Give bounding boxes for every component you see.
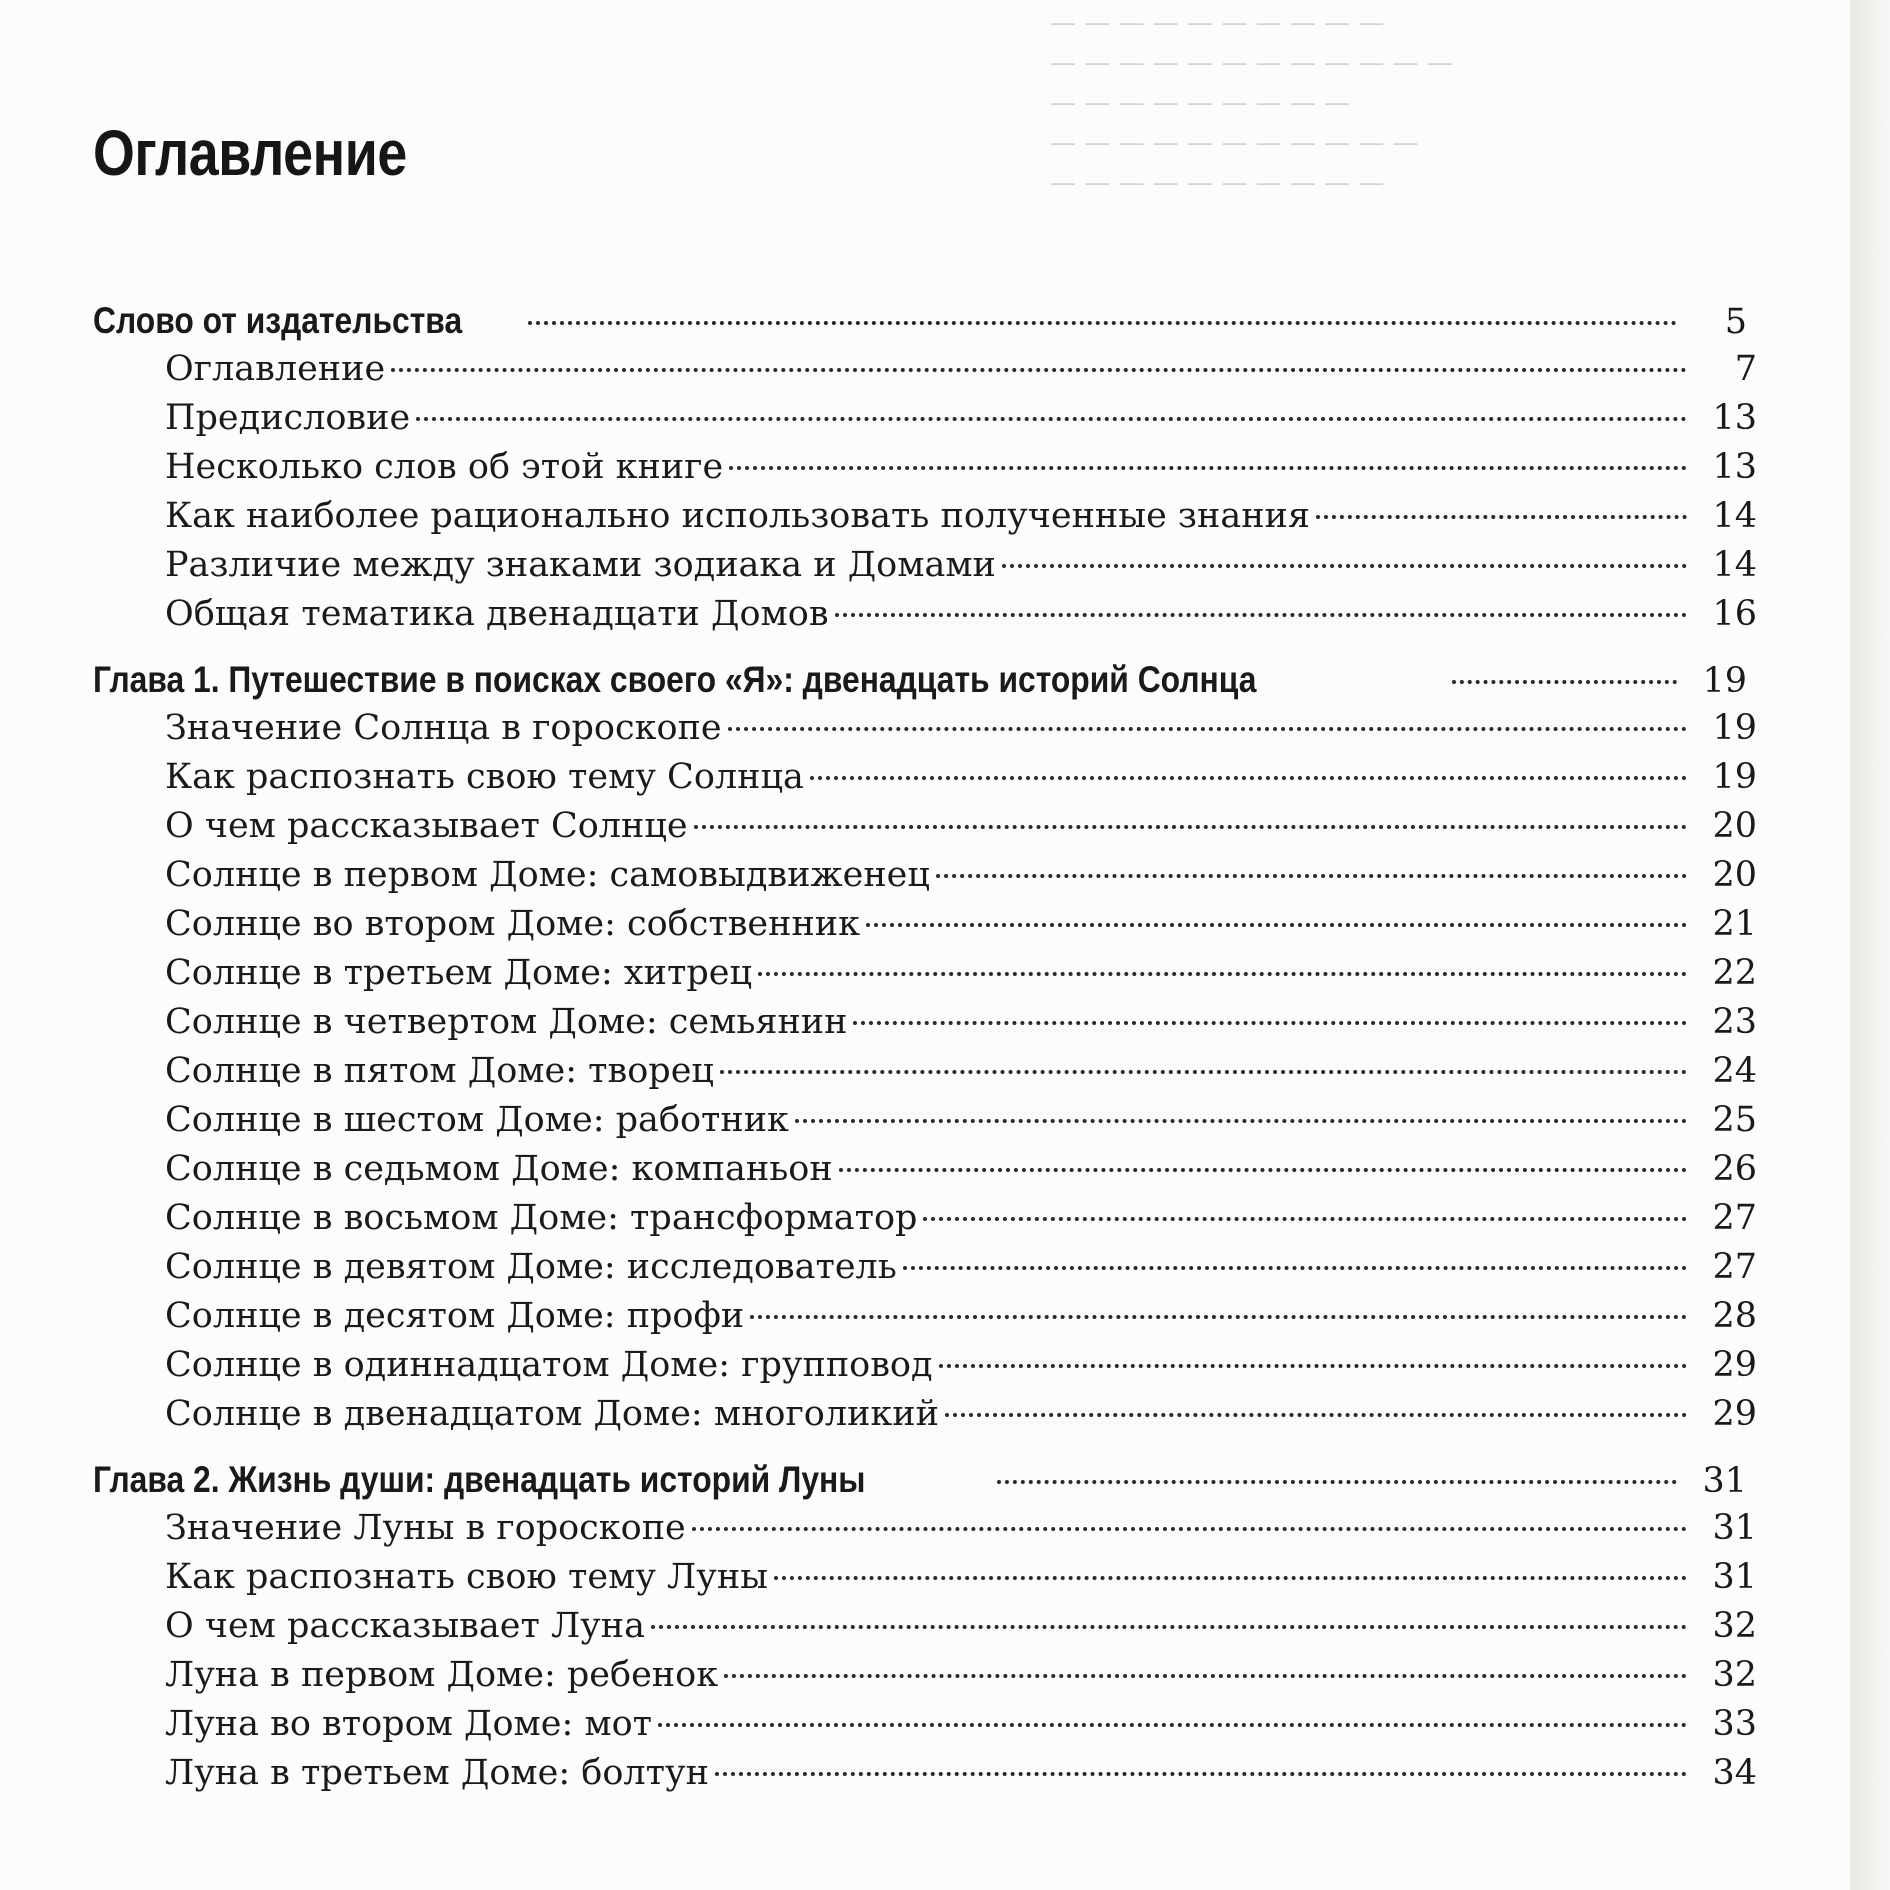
toc-page-number: 27: [1712, 1247, 1757, 1287]
toc-page-number: 29: [1712, 1345, 1757, 1385]
toc-page-number: 32: [1712, 1655, 1757, 1695]
toc-entry-title: Глава 1. Путешествие в поисках своего «Я»: двенадцать историй Солнца: [93, 659, 1257, 700]
dot-leader: [750, 1315, 1687, 1319]
toc-entry-row: [93, 496, 1773, 545]
toc-entry-title: Как распознать свою тему Солнца: [165, 757, 804, 797]
toc-entry-row: [93, 806, 1773, 855]
dot-leader: [416, 417, 1687, 421]
toc-entry-title: Солнце в девятом Доме: исследователь: [165, 1247, 897, 1287]
dot-leader: [658, 1723, 1687, 1727]
toc-entry-title: О чем рассказывает Луна: [165, 1606, 645, 1646]
toc-page-number: 24: [1712, 1051, 1757, 1091]
toc-page-number: 14: [1712, 496, 1757, 536]
toc-page-number: 16: [1712, 594, 1757, 634]
toc-page-number: 32: [1712, 1606, 1757, 1646]
toc-entry-row: [93, 1296, 1773, 1345]
toc-page-number: 13: [1712, 447, 1757, 487]
toc-entry-row: [93, 349, 1773, 398]
toc-page-number: 21: [1712, 904, 1757, 944]
show-through-text: — — — — — — — — — — —: [1050, 128, 1419, 158]
toc-entry-title: Луна в третьем Доме: болтун: [165, 1753, 709, 1793]
toc-page-number: 33: [1712, 1704, 1757, 1744]
show-through-text: — — — — — — — — — —: [1050, 8, 1385, 38]
toc-entry-title: Луна во втором Доме: мот: [165, 1704, 653, 1744]
toc-entry-title: Солнце в четвертом Доме: семьянин: [165, 1002, 848, 1042]
dot-leader: [810, 776, 1687, 780]
toc-entry-title: Как распознать свою тему Луны: [165, 1557, 769, 1597]
toc-entry-title: Общая тематика двенадцати Домов: [165, 594, 829, 634]
dot-leader: [528, 321, 1677, 325]
toc-entry-title: Солнце во втором Доме: собственник: [165, 904, 860, 944]
dot-leader: [729, 466, 1687, 470]
dot-leader: [866, 923, 1687, 927]
dot-leader: [939, 1364, 1687, 1368]
dot-leader: [936, 874, 1687, 878]
toc-page-number: 20: [1712, 806, 1757, 846]
toc-chapter-row: [93, 659, 1773, 708]
dot-leader: [903, 1266, 1687, 1270]
toc-entry-row: [93, 447, 1773, 496]
toc-page-number: 20: [1712, 855, 1757, 895]
dot-leader: [853, 1021, 1687, 1025]
dot-leader: [923, 1217, 1687, 1221]
toc-page-number: 14: [1712, 545, 1757, 585]
dot-leader: [795, 1119, 1687, 1123]
toc-entry-row: [93, 757, 1773, 806]
toc-entry-row: [93, 545, 1773, 594]
toc-entry-title: Глава 2. Жизнь души: двенадцать историй Луны: [93, 1459, 866, 1500]
toc-entry-row: [93, 1704, 1773, 1753]
toc-entry-title: Солнце в первом Доме: самовыдвиженец: [165, 855, 930, 895]
toc-entry-row: [93, 855, 1773, 904]
page-title: Оглавление: [93, 117, 407, 189]
toc-entry-row: [93, 1753, 1773, 1802]
toc-entry-title: Солнце в шестом Доме: работник: [165, 1100, 789, 1140]
dot-leader: [1316, 515, 1687, 519]
toc-page-number: 34: [1712, 1753, 1757, 1793]
toc-entry-row: [93, 1100, 1773, 1149]
dot-leader: [692, 1527, 1687, 1531]
dot-leader: [724, 1674, 1687, 1678]
toc-page-number: 7: [1734, 349, 1757, 389]
toc-entry-row: [93, 1051, 1773, 1100]
toc-entry-row: [93, 1508, 1773, 1557]
toc-page-number: 31: [1702, 1461, 1747, 1501]
toc-chapter-row: [93, 300, 1773, 349]
page-edge: [1850, 0, 1890, 1890]
toc-entry-row: [93, 1655, 1773, 1704]
dot-leader: [728, 727, 1687, 731]
dot-leader: [945, 1413, 1687, 1417]
toc-entry-row: [93, 1606, 1773, 1655]
toc-entry-title: Как наиболее рационально использовать полученные знания: [165, 496, 1310, 536]
toc-entry-title: Солнце в седьмом Доме: компаньон: [165, 1149, 833, 1189]
toc-entry-row: [93, 398, 1773, 447]
dot-leader: [391, 368, 1687, 372]
show-through-text: — — — — — — — — — —: [1050, 168, 1385, 198]
toc-entry-row: [93, 1149, 1773, 1198]
dot-leader: [839, 1168, 1687, 1172]
toc-entry-title: Солнце в третьем Доме: хитрец: [165, 953, 752, 993]
toc-entry-title: Слово от издательства: [93, 300, 463, 341]
toc-entry-row: [93, 1247, 1773, 1296]
toc-entry-title: О чем рассказывает Солнце: [165, 806, 688, 846]
toc-entry-row: [93, 594, 1773, 643]
toc-page-number: 31: [1712, 1557, 1757, 1597]
show-through-text: — — — — — — — — —: [1050, 88, 1351, 118]
dot-leader: [1002, 564, 1687, 568]
table-of-contents: [93, 300, 1773, 1802]
toc-page-number: 23: [1712, 1002, 1757, 1042]
dot-leader: [835, 613, 1687, 617]
show-through-text: — — — — — — — — — — — —: [1050, 48, 1453, 78]
toc-entry-title: Луна в первом Доме: ребенок: [165, 1655, 719, 1695]
toc-entry-row: [93, 1557, 1773, 1606]
toc-chapter-row: [93, 1459, 1773, 1508]
toc-entry-title: Предисловие: [165, 398, 411, 438]
toc-entry-title: Значение Солнца в гороскопе: [165, 708, 722, 748]
dot-leader: [715, 1772, 1687, 1776]
toc-page-number: 29: [1712, 1394, 1757, 1434]
toc-entry-title: Солнце в одиннадцатом Доме: групповод: [165, 1345, 933, 1385]
toc-entry-row: [93, 1345, 1773, 1394]
toc-page-number: 19: [1702, 661, 1747, 701]
dot-leader: [997, 1480, 1677, 1484]
toc-entry-title: Солнце в пятом Доме: творец: [165, 1051, 714, 1091]
toc-page-number: 27: [1712, 1198, 1757, 1238]
toc-page-number: 26: [1712, 1149, 1757, 1189]
toc-entry-row: [93, 1002, 1773, 1051]
toc-page-number: 22: [1712, 953, 1757, 993]
toc-entry-row: [93, 1198, 1773, 1247]
toc-entry-title: Несколько слов об этой книге: [165, 447, 724, 487]
toc-page-number: 31: [1712, 1508, 1757, 1548]
toc-page-number: 5: [1724, 302, 1747, 342]
dot-leader: [694, 825, 1687, 829]
toc-entry-row: [93, 708, 1773, 757]
dot-leader: [774, 1576, 1687, 1580]
toc-entry-row: [93, 1394, 1773, 1443]
toc-entry-title: Солнце в десятом Доме: профи: [165, 1296, 745, 1336]
toc-page-number: 28: [1712, 1296, 1757, 1336]
toc-entry-title: Оглавление: [165, 349, 386, 389]
toc-entry-title: Различие между знаками зодиака и Домами: [165, 545, 996, 585]
toc-entry-row: [93, 953, 1773, 1002]
dot-leader: [758, 972, 1687, 976]
toc-entry-title: Солнце в восьмом Доме: трансформатор: [165, 1198, 918, 1238]
dot-leader: [651, 1625, 1687, 1629]
toc-page-number: 19: [1712, 757, 1757, 797]
toc-page-number: 25: [1712, 1100, 1757, 1140]
toc-page-number: 19: [1712, 708, 1757, 748]
toc-page-number: 13: [1712, 398, 1757, 438]
toc-entry-row: [93, 904, 1773, 953]
toc-entry-title: Значение Луны в гороскопе: [165, 1508, 686, 1548]
dot-leader: [1452, 680, 1677, 684]
dot-leader: [720, 1070, 1687, 1074]
toc-entry-title: Солнце в двенадцатом Доме: многоликий: [165, 1394, 939, 1434]
